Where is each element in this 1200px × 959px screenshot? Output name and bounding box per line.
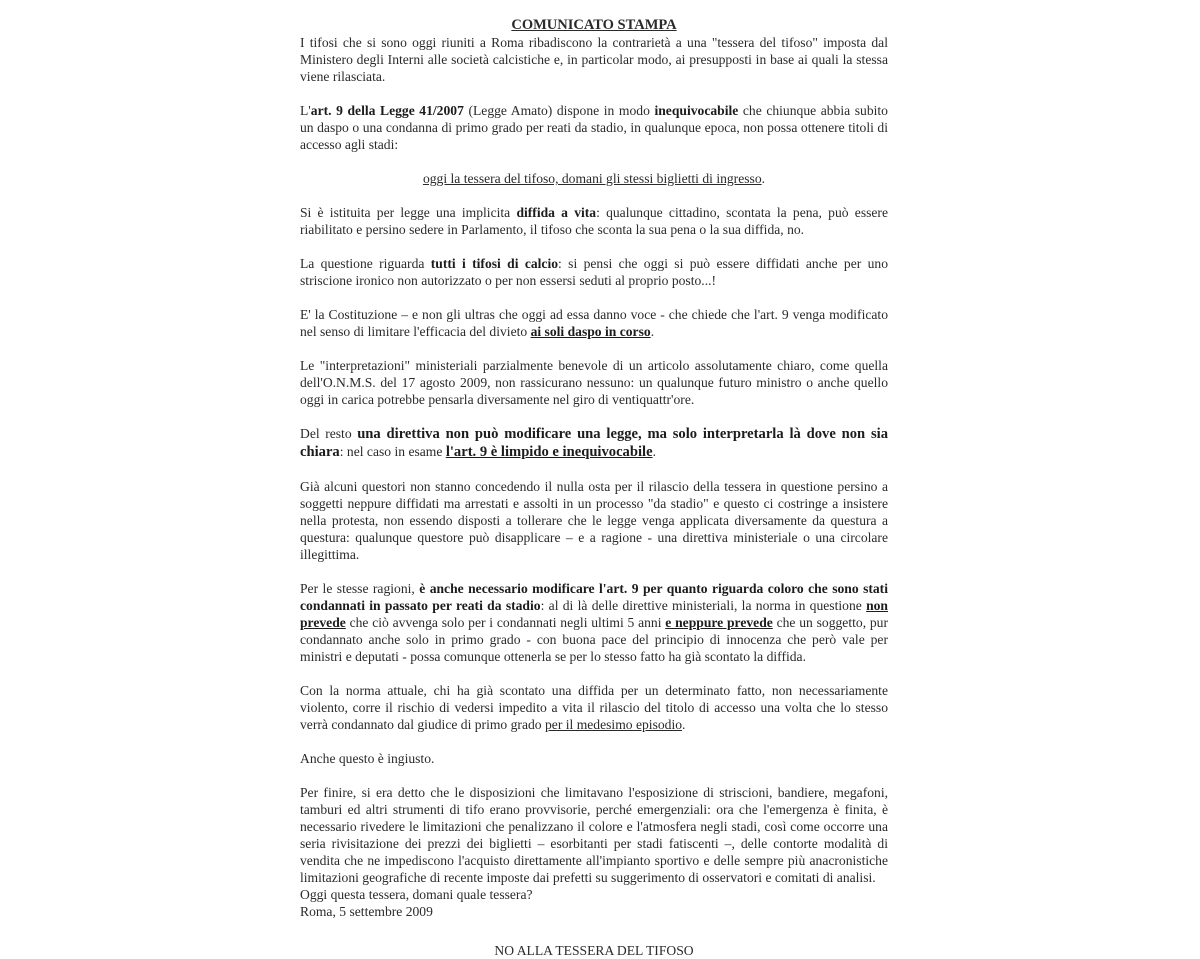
- paragraph-tutti-i-tifosi: [300, 255, 888, 289]
- text-segment: .: [682, 717, 686, 732]
- bold-tutti-i-tifosi: tutti i tifosi di calcio: [430, 256, 559, 271]
- paragraph-per-finire: Per finire, si era detto che le disposizioni che limitavano l'esposizione di striscioni, bandiere, megafoni, tamburi ed altri strumenti di tifo erano provvisorie, perché emergenziali: ora che l'emergenza è finita, è necessario rivedere le limitazioni che penalizzano il colore e l'atmosfera negli stadi, così come occorre una seria rivisitazione dei prezzi dei biglietti – esorbitanti per stadi fatiscenti –, delle contorte modalità di vendita che ne impediscono l'acquisto direttamente all'impianto sportivo e delle sempre più anacronistiche limitazioni geografiche di recente imposte dai prefetti su suggerimento di osservatori e comitati di analisi.: [300, 785, 888, 885]
- text-segment: che un soggetto, pur condannato anche solo in primo grado - con buona pace del principio di innocenza che però vale per ministri e deputati - possa comunque ottenerla se per lo stesso fatto ha già scontato la diffida.: [300, 615, 888, 664]
- text-segment: che ciò avvenga solo per i condannati negli ultimi 5 anni: [345, 615, 666, 630]
- text-segment: : nel caso in esame: [339, 444, 446, 459]
- bold-modificare-art9: è anche necessario modificare l'art. 9 per quanto riguarda coloro che sono stati condannati in passato per reati da stadio: [300, 581, 888, 613]
- text-segment: La questione riguarda: [300, 256, 431, 271]
- text-segment: E' la Costituzione – e non gli ultras che oggi ad essa danno voce - che chiede che l'art. 9 venga modificato nel senso di limitare l'efficacia del divieto: [300, 307, 888, 339]
- bold-underlined-daspo-in-corso: ai soli daspo in corso: [530, 324, 651, 339]
- footer-slogan: NO ALLA TESSERA DEL TIFOSO: [494, 943, 694, 958]
- press-release-document: [300, 16, 888, 959]
- text-segment: : si pensi che oggi si può essere diffidati anche per uno striscione ironico non autorizzato o per non essersi seduti al proprio posto...!: [300, 256, 888, 288]
- paragraph-diffida-a-vita: [300, 204, 888, 238]
- text-segment: Si è istituita per legge una implicita: [300, 205, 517, 220]
- paragraph-stesse-ragioni: [300, 580, 888, 665]
- text-segment: Del resto: [300, 426, 358, 441]
- bold-underlined-neppure-prevede: e neppure prevede: [665, 615, 773, 630]
- text-segment: : al di là delle direttive ministeriali, la norma in questione: [540, 598, 867, 613]
- text-segment: Con la norma attuale, chi ha già scontato una diffida per un determinato fatto, non necessariamente violento, corre il rischio di vedersi impedito a vita il rilascio del titolo di accesso una volta che lo stesso verrà condannato dal giudice di primo grado: [300, 683, 888, 732]
- place-and-date: Roma, 5 settembre 2009: [300, 904, 433, 919]
- text-segment: .: [650, 324, 655, 339]
- document-title: COMUNICATO STAMPA: [511, 17, 677, 33]
- closing-question: Oggi questa tessera, domani quale tessera?: [300, 887, 533, 902]
- paragraph-norma-attuale: [300, 682, 888, 733]
- underlined-slogan: oggi la tessera del tifoso, domani gli stessi biglietti di ingresso: [422, 171, 762, 186]
- bold-inequivocabile: inequivocabile: [654, 103, 739, 118]
- paragraph-interpretazioni: Le "interpretazioni" ministeriali parzialmente benevole di un articolo assolutamente chiaro, come quella dell'O.N.M.S. del 17 agosto 2009, non rassicurano nessuno: un qualunque futuro ministro o anche quello oggi in carica potrebbe pensarla diversamente nel giro di ventiquattr'ore.: [300, 358, 888, 407]
- bold-underlined-non-prevede: non prevede: [300, 598, 888, 630]
- paragraph-slogan: [300, 170, 888, 187]
- paragraph-costituzione: [300, 306, 888, 340]
- text-segment: .: [761, 171, 766, 186]
- text-segment: che chiunque abbia subito un daspo o una condanna di primo grado per reati da stadio, in qualunque epoca, non possa ottenere titoli di accesso agli stadi:: [300, 103, 888, 152]
- text-segment: (Legge Amato) dispone in modo: [463, 103, 655, 118]
- text-segment: L': [300, 103, 311, 118]
- paragraph-article-9: [300, 102, 888, 153]
- paragraph-ingiusto: Anche questo è ingiusto.: [300, 751, 435, 766]
- text-segment: .: [652, 444, 656, 459]
- text-segment: Per le stesse ragioni,: [300, 581, 420, 596]
- bold-diffida-a-vita: diffida a vita: [516, 205, 597, 220]
- bold-underlined-art9-limpido: l'art. 9 è limpido e inequivocabile: [445, 444, 653, 460]
- paragraph-intro: I tifosi che si sono oggi riuniti a Roma ribadiscono la contrarietà a una "tessera del tifoso" imposta dal Ministero degli Interni alle società calcistiche e, in particolar modo, ai presupposti in base ai quali la stessa viene rilasciata.: [300, 35, 888, 84]
- paragraph-direttiva: [300, 425, 888, 461]
- paragraph-questori: Già alcuni questori non stanno concedendo il nulla osta per il rilascio della tessera in questione persino a soggetti neppure diffidati ma arrestati e assolti in un processo "da stadio" e questo ci costringe a insistere nella protesta, non essendo disposti a tollerare che le legge venga applicata diversamente da questura a questura: qualunque questore può disapplicare – e a ragione - una direttiva ministeriale o una circolare illegittima.: [300, 479, 888, 562]
- underlined-medesimo-episodio: per il medesimo episodio: [544, 717, 683, 732]
- bold-law-reference: art. 9 della Legge 41/2007: [310, 103, 464, 118]
- bold-direttiva-statement: una direttiva non può modificare una legge, ma solo interpretarla là dove non sia chiara: [300, 426, 888, 460]
- text-segment: : qualunque cittadino, scontata la pena, può essere riabilitato e persino sedere in Parlamento, il tifoso che sconta la sua pena o la sua diffida, no.: [300, 205, 888, 237]
